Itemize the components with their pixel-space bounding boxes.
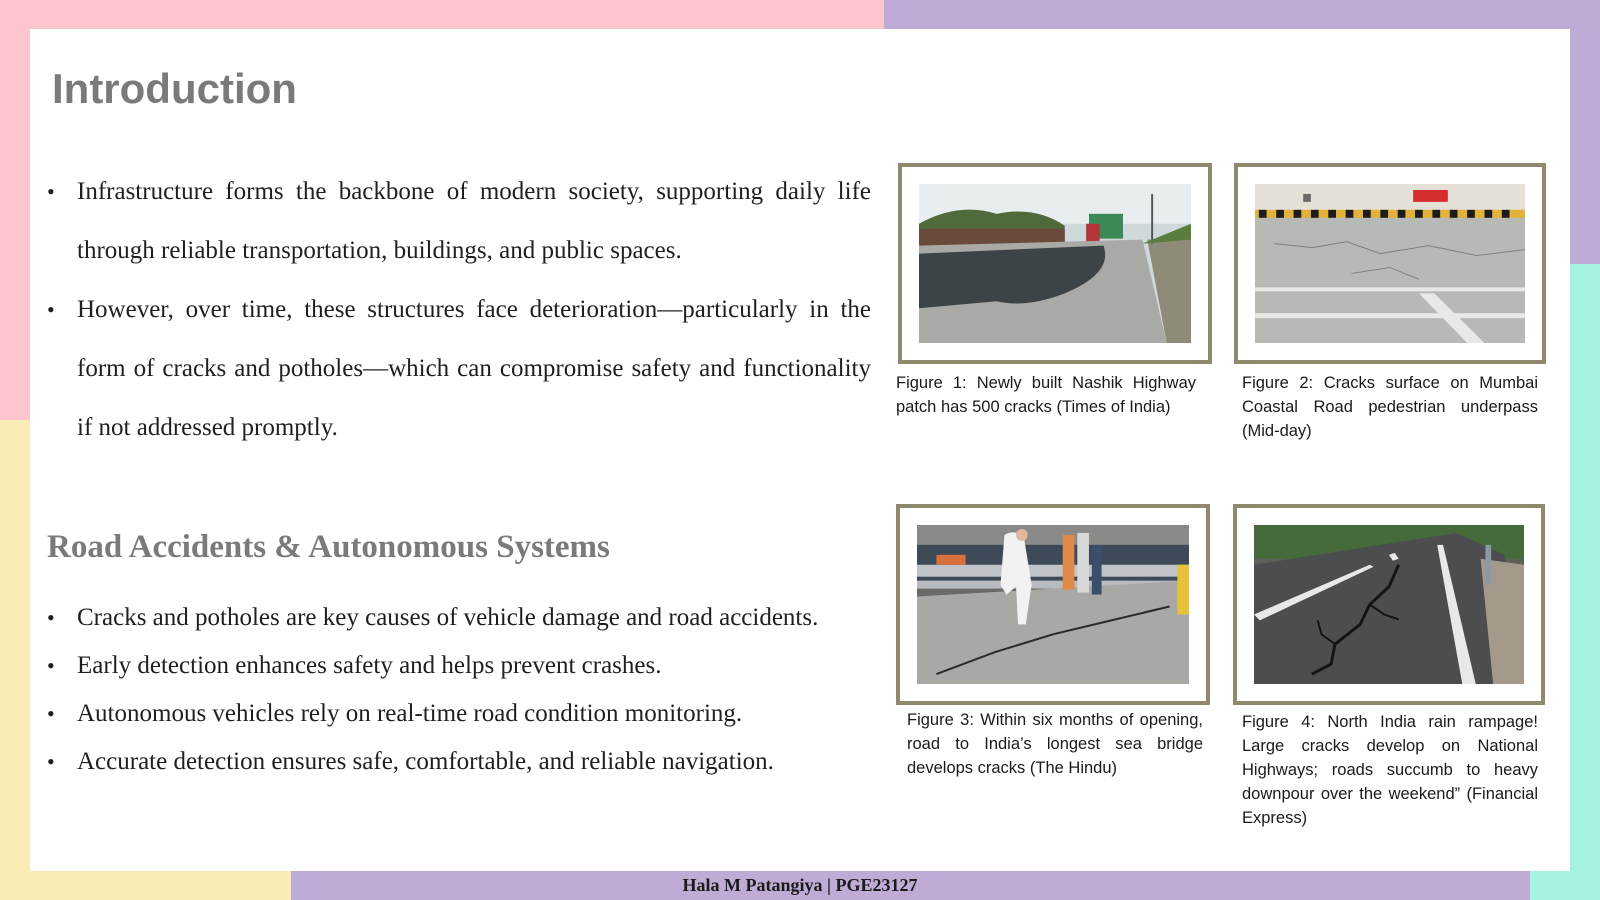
figure-3-caption: Figure 3: Within six months of opening, road to India’s longest sea bridge develops cracks (The Hindu) xyxy=(907,711,1203,777)
figure-4-frame xyxy=(1233,504,1545,705)
figure-4-photo xyxy=(1254,525,1524,684)
figure-1-caption: Figure 1: Newly built Nashik Highway patch has 500 cracks (Times of India) xyxy=(896,374,1196,416)
road-bullet: • Cracks and potholes are key causes of vehicle damage and road accidents. xyxy=(47,594,871,642)
slide-title: Introduction xyxy=(52,65,297,112)
road-bullet-list xyxy=(47,594,871,786)
figure-3-frame xyxy=(896,504,1210,705)
footer-author-id: Hala M Patangiya | PGE23127 xyxy=(682,875,918,895)
road-bullet: • Accurate detection ensures safe, comfortable, and reliable navigation. xyxy=(47,738,871,786)
pink-band-left xyxy=(0,0,30,420)
intro-bullet-list xyxy=(47,162,871,457)
figure-2-frame xyxy=(1234,163,1546,364)
road-bullet: • Autonomous vehicles rely on real-time road condition monitoring. xyxy=(47,690,871,738)
mint-band-right xyxy=(1570,264,1600,900)
yellow-band-left xyxy=(0,420,30,900)
road-bullet: • Early detection enhances safety and helps prevent crashes. xyxy=(47,642,871,690)
figure-2-photo xyxy=(1255,184,1525,343)
intro-bullet: • Infrastructure forms the backbone of modern society, supporting daily life through reliable transportation, buildings, and public spaces. xyxy=(47,162,871,280)
figure-1-photo xyxy=(919,184,1191,343)
pink-band-top xyxy=(0,0,884,29)
lavender-band-right xyxy=(1570,0,1600,264)
slide-canvas xyxy=(30,29,1570,871)
figure-4-caption: Figure 4: North India rain rampage! Large cracks develop on National Highways; roads succumb to heavy downpour over the weekend” (Financial Express) xyxy=(1242,713,1538,827)
figure-2-caption: Figure 2: Cracks surface on Mumbai Coastal Road pedestrian underpass (Mid-day) xyxy=(1242,374,1538,440)
lavender-band-top xyxy=(884,0,1600,29)
figure-1-frame xyxy=(898,163,1212,364)
section-subheading: Road Accidents & Autonomous Systems xyxy=(47,529,610,565)
figure-3-photo xyxy=(917,525,1189,684)
intro-bullet: • However, over time, these structures face deterioration—particularly in the form of cracks and potholes—which can compromise safety and functionality if not addressed promptly. xyxy=(47,280,871,457)
